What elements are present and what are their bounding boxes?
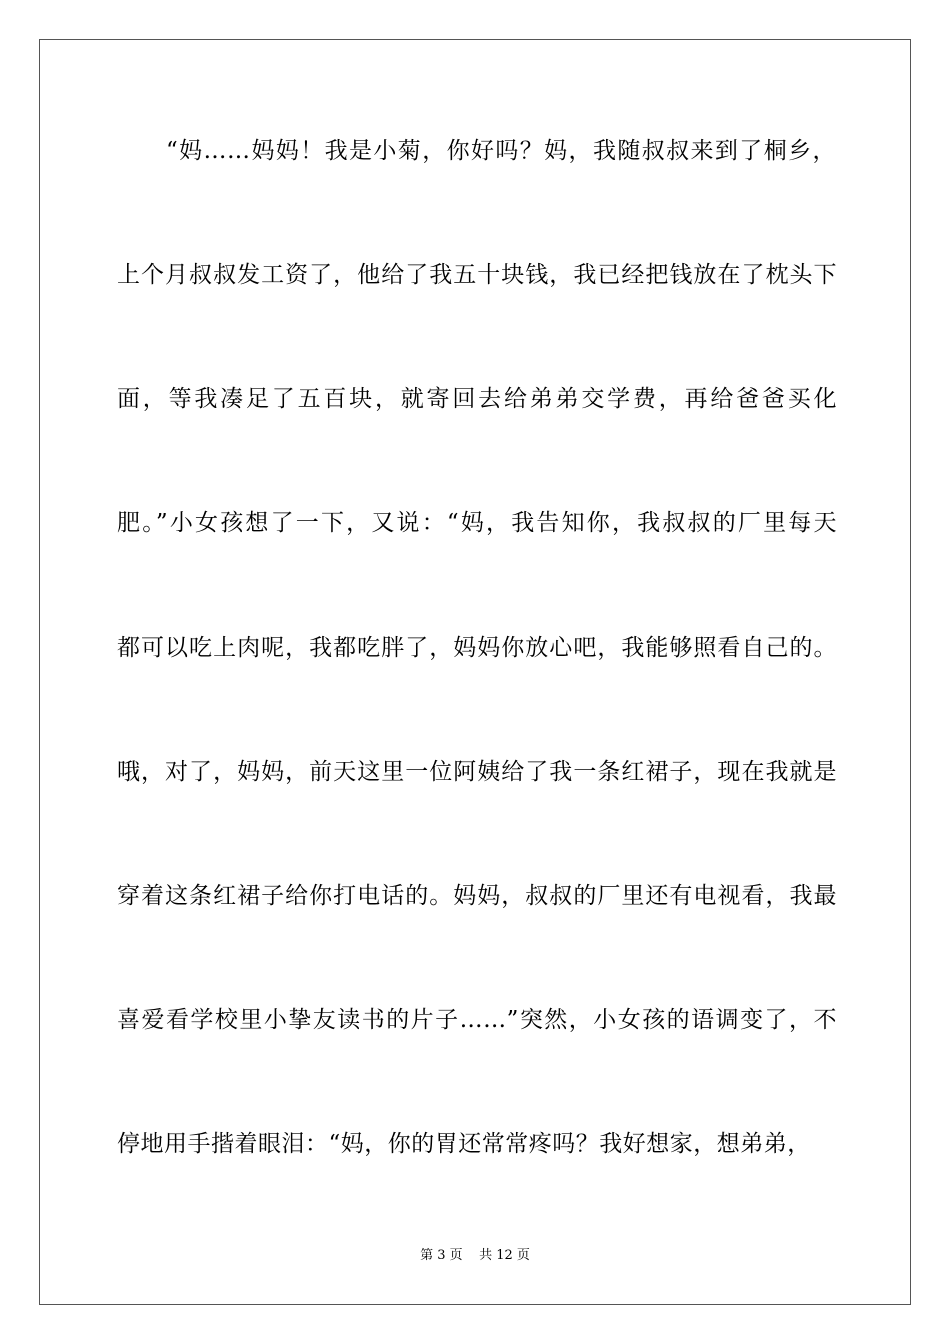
paragraph-line-6: 哦，对了，妈妈，前天这里一位阿姨给了我一条红裙子，现在我就是 bbox=[117, 759, 837, 785]
page-number-footer: 第 3 页 共 12 页 bbox=[420, 1248, 530, 1263]
paragraph-line-4: 肥。”小女孩想了一下，又说：“妈，我告知你，我叔叔的厂里每天 bbox=[117, 510, 837, 536]
paragraph-line-1: “妈……妈妈！我是小菊，你好吗？妈，我随叔叔来到了桐乡， bbox=[166, 138, 836, 164]
paragraph-line-3: 面，等我凑足了五百块，就寄回去给弟弟交学费，再给爸爸买化 bbox=[117, 386, 837, 412]
paragraph-line-8: 喜爱看学校里小挚友读书的片子……”突然，小女孩的语调变了，不 bbox=[117, 1007, 837, 1033]
paragraph-line-7: 穿着这条红裙子给你打电话的。妈妈，叔叔的厂里还有电视看，我最 bbox=[117, 883, 837, 909]
paragraph-line-2: 上个月叔叔发工资了，他给了我五十块钱，我已经把钱放在了枕头下 bbox=[117, 262, 837, 288]
page-border bbox=[39, 39, 911, 1305]
paragraph-line-9: 停地用手揩着眼泪：“妈，你的胃还常常疼吗？我好想家，想弟弟， bbox=[117, 1131, 811, 1157]
paragraph-line-5: 都可以吃上肉呢，我都吃胖了，妈妈你放心吧，我能够照看自己的。 bbox=[117, 635, 837, 661]
